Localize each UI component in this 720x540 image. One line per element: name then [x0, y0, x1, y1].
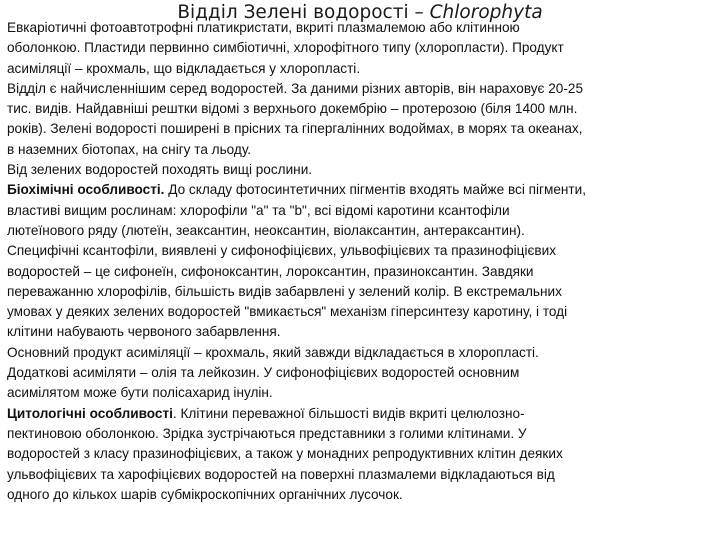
text-line: водоростей з класу празинофіцієвих, а також у монадних репродуктивних клітин деяких	[7, 446, 563, 462]
page-title-main: Відділ Зелені водорості –	[177, 2, 430, 23]
section-heading-cytological: Цитологічні особливості	[7, 405, 173, 421]
text-line: в наземних біотопах, на снігу та льоду.	[7, 141, 252, 157]
text-line: Від зелених водоростей походять вищі рослини.	[7, 162, 313, 178]
text-line: Основний продукт асиміляції – крохмаль, який завжди відкладається в хлоропласті.	[7, 344, 539, 360]
text-line-rest: . Клітини переважної більшості видів вкриті целюлозно-	[172, 405, 525, 421]
text-line: переважанню хлорофілів, більшість видів забарвлені у зелений колір. В екстремальних	[7, 283, 562, 299]
text-line: одного до кількох шарів субмікроскопічних органічних лусочок.	[7, 486, 403, 502]
text-line: років). Зелені водорості поширені в прісних та гіпергалінних водоймах, в морях та океанах,	[7, 121, 583, 137]
text-line: ульвофіцієвих та харофіцієвих водоростей на поверхні плазмалеми відкладаються від	[7, 466, 555, 482]
body-text	[7, 18, 715, 505]
text-line-rest: До складу фотосинтетичних пігментів входять майже всі пігменти,	[164, 182, 586, 198]
text-line: умовах у деяких зелених водоростей "вмикається" механізм гіперсинтезу каротину, і тоді	[7, 304, 568, 320]
text-line: Додаткові асиміляти – олія та лейкозин. У сифонофіцієвих водоростей основним	[7, 365, 520, 381]
text-line: клітини набувають червоного забарвлення.	[7, 324, 281, 340]
text-line: тис. видів. Найдавніші рештки відомі з верхнього докембрію – протерозою (біля 1400 млн.	[7, 101, 578, 117]
text-line: асиміляції – крохмаль, що відкладається у хлоропласті.	[7, 60, 361, 76]
text-line	[7, 180, 715, 200]
text-line: властиві вищим рослинам: хлорофіли "а" та "b", всі відомі каротини ксантофіли	[7, 202, 510, 218]
page-title	[0, 2, 720, 24]
text-line: асимілятом може бути полісахарид інулін.	[7, 385, 273, 401]
text-line	[7, 404, 715, 424]
text-line: оболонкою. Пластиди первинно симбіотичні, хлорофітного типу (хлоропласти). Продукт	[7, 40, 564, 56]
text-line: пектиновою оболонкою. Зрідка зустрічаються представники з голими клітинами. У	[7, 425, 527, 441]
text-line: Евкаріотичні фотоавтотрофні платикристати, вкриті плазмалемою або клітинною	[7, 20, 520, 35]
page-title-latin: Chlorophyta	[429, 2, 543, 23]
text-line: лютеїнового ряду (лютеїн, зеаксантин, неоксантин, віолаксантин, антераксантин).	[7, 222, 525, 238]
section-heading-biochemical: Біохімічні особливості.	[7, 182, 165, 198]
text-line: водоростей – це сифонеїн, сифоноксантин, лороксантин, празиноксантин. Завдяки	[7, 263, 534, 279]
text-line: Відділ є найчисленнішим серед водоростей. За даними різних авторів, він нараховує 20-25	[7, 80, 584, 96]
text-line: Специфічні ксантофіли, виявлені у сифонофіцієвих, ульвофіцієвих та празинофіцієвих	[7, 243, 557, 259]
